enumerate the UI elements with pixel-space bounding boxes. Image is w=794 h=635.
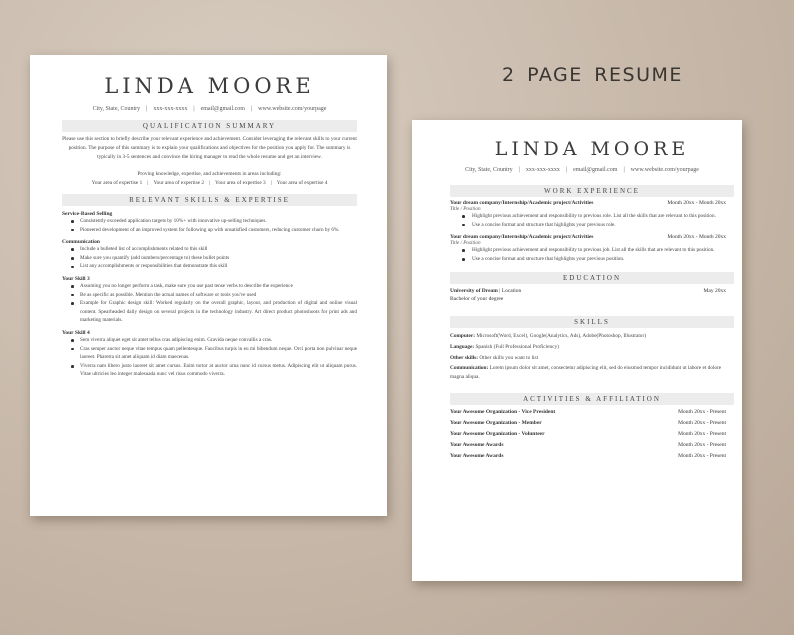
list-item: Highlight previous achievement and responsibility to previous role. List all the skills that are relevant to this position. bbox=[450, 212, 734, 221]
contact-website: www.website.com/yourpage bbox=[258, 106, 327, 112]
separator: | bbox=[623, 167, 625, 173]
contact-website: www.website.com/yourpage bbox=[630, 167, 699, 173]
list-item: Be as specific as possible. Mention the actual names of software or tools you've used bbox=[62, 291, 357, 300]
skills-label: Communication: bbox=[450, 365, 489, 372]
proving-line: Proving knowledge, expertise, and achievements in areas including: bbox=[137, 171, 282, 177]
skills-line bbox=[450, 331, 734, 342]
job-list bbox=[450, 246, 734, 263]
list-item: Consistently exceeded application targets by 10%+ with innovative up-selling techniques. bbox=[62, 217, 357, 226]
summary-paragraph: Please use this section to briefly describe your relevant experience and achievement. Consider leveraging the relevant skills to your current position. The purpose of this summary is to explain your qualifications and objectives for the position you apply for. The summary is typically in 3-5 sentences and convince the hiring manager to read the whole resume and get an interview. bbox=[62, 136, 357, 160]
activity-date: Month 20xx - Present bbox=[678, 409, 726, 416]
activity-row bbox=[450, 418, 734, 429]
separator: | bbox=[565, 167, 568, 173]
contact-email: email@gmail.com bbox=[200, 106, 245, 112]
activity-date: Month 20xx - Present bbox=[678, 442, 726, 449]
contact-location: City, State, Country bbox=[92, 106, 141, 112]
skills-line bbox=[450, 342, 734, 353]
resume-name: LINDA MOORE bbox=[494, 138, 690, 160]
expertise-area: Your area of expertise 4 bbox=[276, 180, 328, 186]
education-school: University of Dream bbox=[450, 288, 498, 295]
separator: | bbox=[250, 106, 253, 112]
list-item: Include a bulleted list of accomplishments related to this skill bbox=[62, 245, 357, 254]
list-item: Sem viverra aliquet eget sit amet tellus cras adipiscing enim. Gravida neque convallis a cras. bbox=[62, 336, 357, 345]
contact-phone: xxx-xxx-xxxx bbox=[153, 106, 188, 112]
contact-phone: xxx-xxx-xxxx bbox=[525, 167, 560, 173]
resume-name: LINDA MOORE bbox=[104, 74, 315, 98]
job-header bbox=[450, 200, 734, 206]
list-item: Example for Graphic design skill: Worked regularly on the overall graphic, layout, and production of digital and online visual content. Spearheaded daily design on several projects in the technology industry. Art direct product photoshoots for print ads and marketing materials. bbox=[62, 299, 357, 325]
expertise-areas bbox=[62, 180, 357, 186]
section-heading-activities: ACTIVITIES & AFFILIATION bbox=[450, 393, 734, 405]
skills-line bbox=[450, 353, 734, 364]
activity-date: Month 20xx - Present bbox=[678, 453, 726, 460]
activity-name: Your Awesome Awards bbox=[450, 453, 504, 460]
list-item: Use a concise format and structure that highlights your previous position. bbox=[450, 255, 734, 264]
contact-line bbox=[62, 106, 357, 112]
section-heading-skills: RELEVANT SKILLS & EXPERTISE bbox=[62, 194, 357, 206]
contact-email: email@gmail.com bbox=[573, 167, 618, 173]
education-date: May 20xx bbox=[703, 288, 726, 295]
resume-page-2 bbox=[412, 120, 742, 581]
skills-text: Other skills you want to list bbox=[479, 355, 539, 362]
skill-group-title: Service-Based Selling bbox=[62, 211, 113, 217]
activity-date: Month 20xx - Present bbox=[678, 420, 726, 427]
section-heading-qualification: QUALIFICATION SUMMARY bbox=[62, 120, 357, 132]
activity-name: Your Awesome Organization - Vice President bbox=[450, 409, 556, 416]
separator: | bbox=[146, 106, 148, 112]
expertise-area: Your area of expertise 2 bbox=[153, 180, 204, 186]
skill-list bbox=[62, 336, 357, 379]
skills-text: Lorem ipsum dolor sit amet, consectetur adipiscing elit, sed do eiusmod tempor incididunt ut labore et dolore magna aliqua. bbox=[450, 365, 722, 381]
education-row bbox=[450, 287, 734, 295]
separator: | bbox=[270, 180, 272, 186]
education-degree-row bbox=[450, 295, 734, 303]
list-item: Highlight previous achievement and responsibility to previous job. List all the skills that are relevant to this position. bbox=[450, 246, 734, 255]
list-item: Viverra nam libero justo laoreet sit amet cursus. Enim tortor at auctor urna nunc id cursus metus. Adipiscing elit ut aliquam purus. Vitae ultricies leo integer malesuada nunc vel risus commodo viverra. bbox=[62, 362, 357, 379]
expertise-area: Your area of expertise 1 bbox=[91, 180, 143, 186]
activity-date: Month 20xx - Present bbox=[678, 431, 726, 438]
skill-group-title: Your Skill 3 bbox=[62, 275, 90, 282]
activity-row bbox=[450, 451, 734, 462]
list-item: Make sure you quantify (add numbers/percentage to) these bullet points bbox=[62, 254, 357, 263]
job-title: Title / Position bbox=[450, 240, 481, 247]
expertise-area: Your area of expertise 3 bbox=[215, 180, 266, 186]
skills-label: Computer: bbox=[450, 333, 476, 340]
separator: | bbox=[208, 180, 211, 186]
skills-text: Microsoft(Word, Excel), Google(Analytics, Ads), Adobe(Photoshop, Illustrator) bbox=[476, 333, 646, 340]
list-item: List any accomplishments or responsibilities that demonstrate this skill bbox=[62, 262, 357, 271]
separator: | bbox=[193, 106, 195, 112]
skill-group-title: Your Skill 4 bbox=[62, 329, 90, 336]
separator: | bbox=[147, 180, 149, 186]
job-list bbox=[450, 212, 734, 229]
list-item: Cras semper auctor neque vitae tempus quam pellentesque. Faucibus turpis in eu mi bibendum neque. Orci porta non pulvinar neque laoreet. Pharetra sit amet aliquam id diam maecenas. bbox=[62, 345, 357, 362]
headline: 2 PAGE RESUME bbox=[502, 64, 683, 86]
skills-label: Other skills: bbox=[450, 355, 479, 362]
job-date: Month 20xx - Month 20xx bbox=[667, 234, 726, 241]
resume-page-1 bbox=[30, 55, 387, 516]
list-item: Pioneered development of an improved system for following up with unsatisfied customers, reducing customer churn by 6%. bbox=[62, 226, 357, 235]
job-company: Your dream company/Internship/Academic project/Activities bbox=[450, 200, 594, 206]
activities-list bbox=[450, 407, 734, 462]
education-degree: Bachelor of your degree bbox=[450, 296, 504, 303]
job-header bbox=[450, 234, 734, 240]
separator: | bbox=[518, 167, 520, 173]
activity-name: Your Awesome Awards bbox=[450, 442, 504, 449]
list-item: Use a concise format and structure that highlights your previous role. bbox=[450, 221, 734, 230]
section-heading-skills: SKILLS bbox=[450, 316, 734, 328]
skills-line bbox=[450, 364, 734, 382]
activity-row bbox=[450, 440, 734, 451]
job-company: Your dream company/Internship/Academic project/Activities bbox=[450, 234, 594, 241]
activity-row bbox=[450, 407, 734, 418]
activity-name: Your Awesome Organization - Member bbox=[450, 420, 542, 427]
section-heading-work: WORK EXPERIENCE bbox=[450, 185, 734, 197]
job-date: Month 20xx - Month 20xx bbox=[667, 200, 726, 206]
section-heading-education: EDUCATION bbox=[450, 272, 734, 284]
education-location: | Location bbox=[499, 288, 522, 295]
activity-row bbox=[450, 429, 734, 440]
contact-line bbox=[450, 167, 714, 173]
skill-list bbox=[62, 282, 357, 325]
skill-group-title: Communication bbox=[62, 239, 100, 246]
list-item: Assuming you no longer perform a task, make sure you use past tense verbs to describe the experience bbox=[62, 282, 357, 291]
skill-list bbox=[62, 217, 357, 234]
skill-list bbox=[62, 245, 357, 271]
job-title: Title / Position bbox=[450, 206, 481, 212]
skills-block bbox=[450, 331, 734, 382]
skills-text: Spanish (Full Professional Proficiency) bbox=[475, 344, 559, 351]
activity-name: Your Awesome Organization - Volunteer bbox=[450, 431, 545, 438]
skills-label: Language: bbox=[450, 344, 475, 351]
contact-location: City, State, Country bbox=[465, 167, 513, 173]
